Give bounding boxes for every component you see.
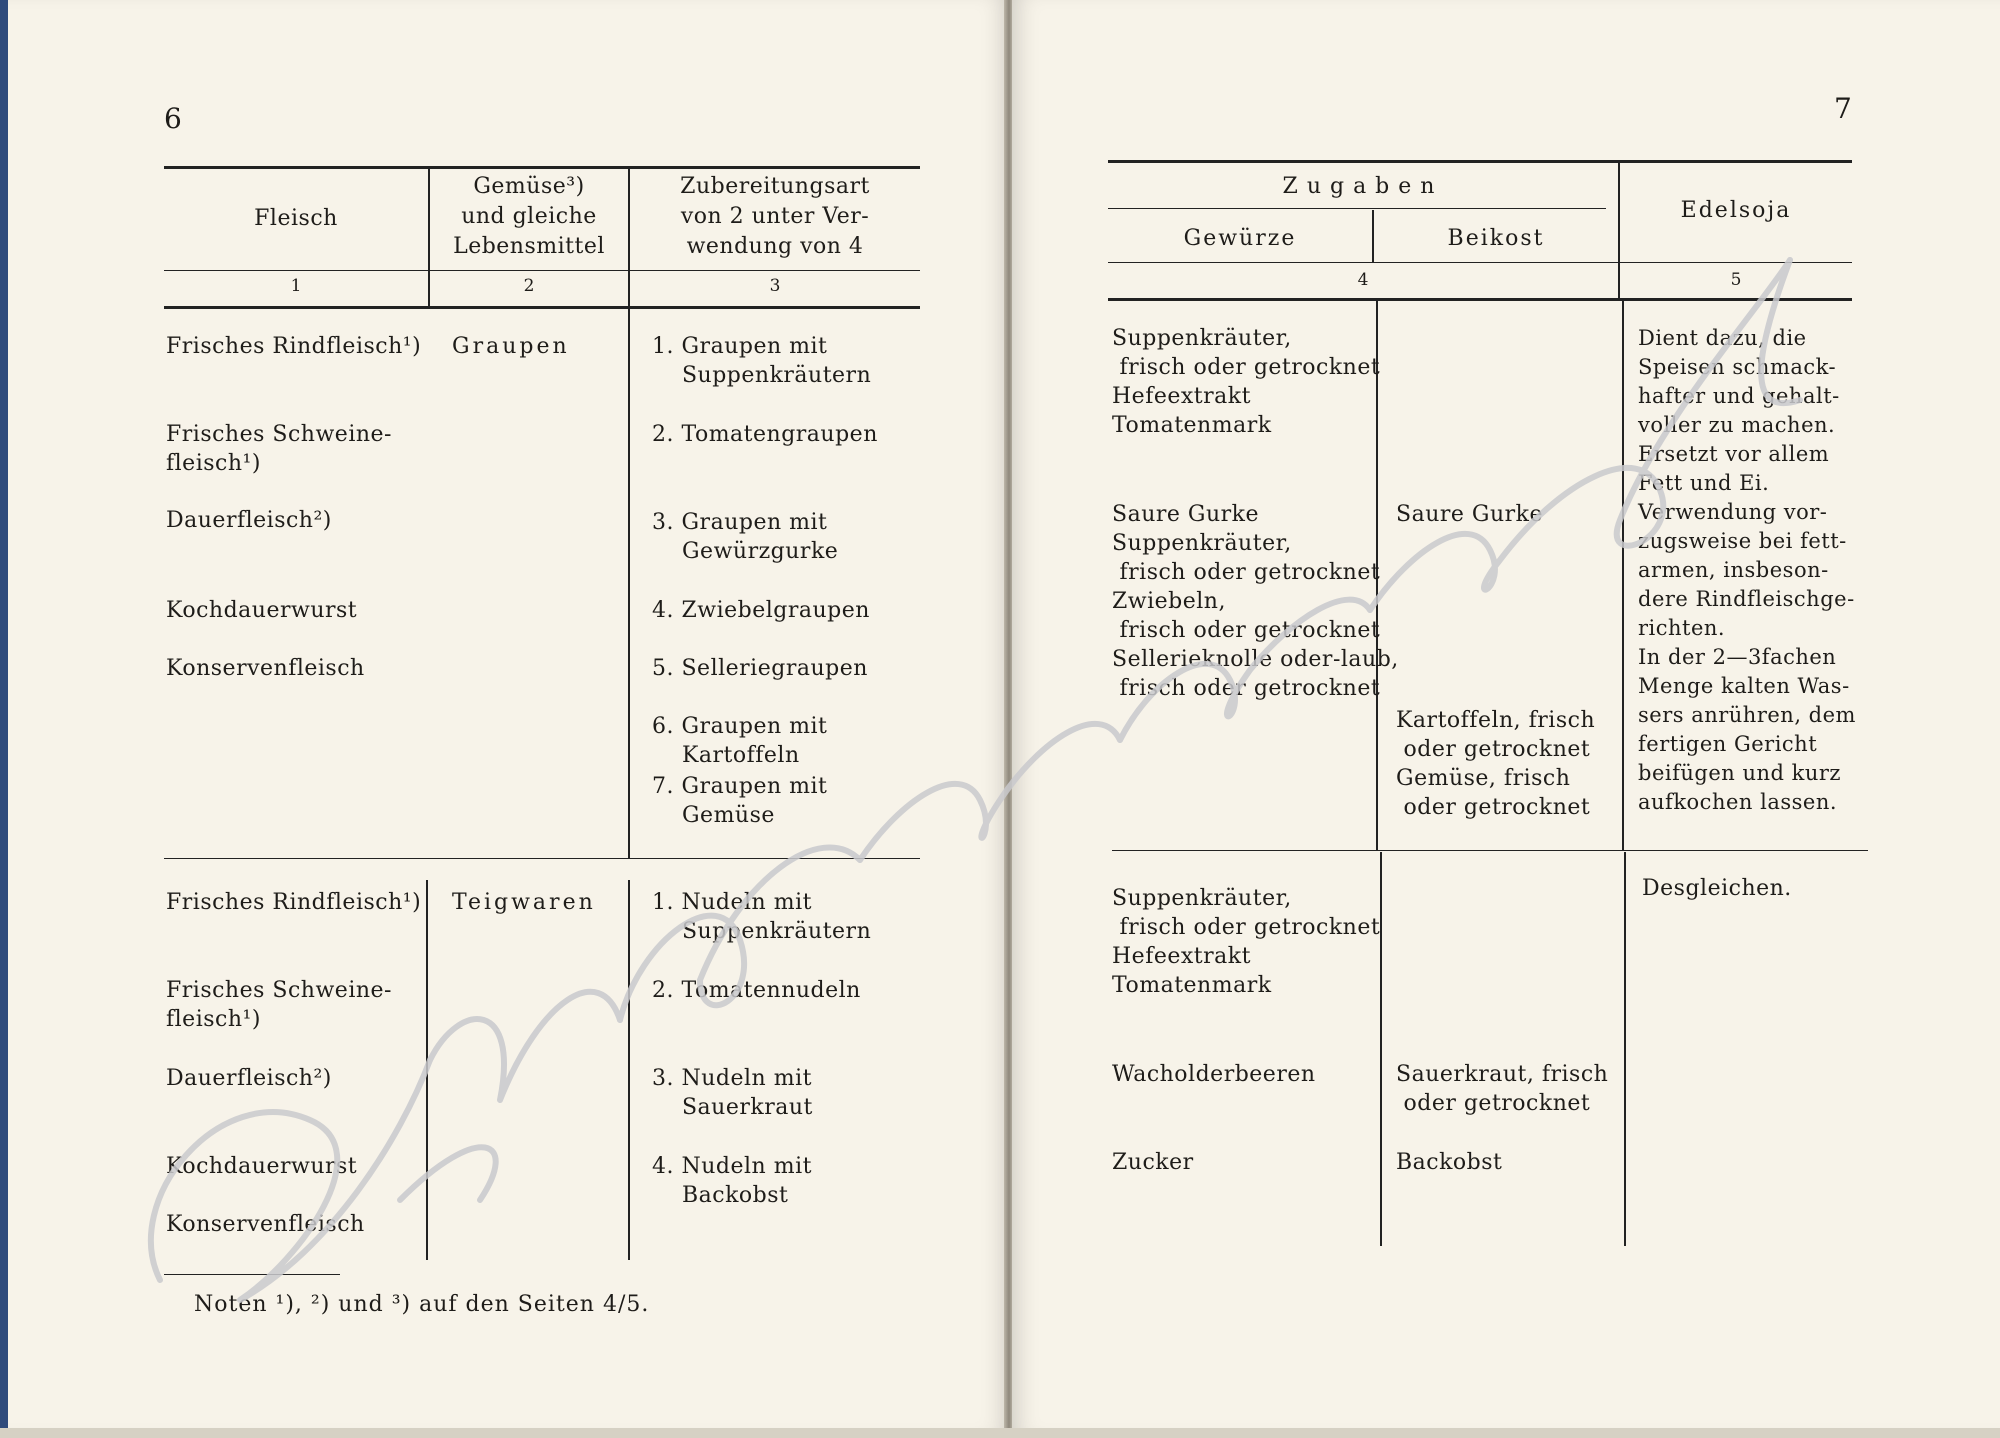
header-rule	[164, 270, 920, 271]
page-number-right: 7	[1834, 92, 1852, 125]
body-divider-b	[1622, 301, 1624, 851]
group-separator-rule	[164, 858, 920, 859]
body-divider-g2b	[628, 880, 630, 1260]
gewuerze-entry: Suppenkräuter, frisch oder getrocknet Hefeextrakt Tomatenmark	[1112, 886, 1381, 998]
method-item: 1. Graupen mit Suppenkräutern	[652, 334, 872, 388]
method-item: 1. Nudeln mit Suppenkräutern	[652, 890, 872, 944]
method-item: 4. Nudeln mit Backobst	[652, 1154, 812, 1208]
gewuerze-entry: Wacholderbeeren	[1112, 1062, 1316, 1087]
meat-item: Frisches Rindfleisch¹)	[166, 334, 422, 359]
method-item: 2. Tomatennudeln	[652, 978, 861, 1003]
book-cover-edge	[0, 0, 8, 1438]
gewuerze-entry: Zucker	[1112, 1150, 1194, 1175]
gewuerze-entry: Suppenkräuter, frisch oder getrocknet Hefeextrakt Tomatenmark	[1112, 326, 1381, 438]
header-zugaben: Zugaben	[1282, 174, 1444, 199]
beikost-entry: Kartoffeln, frisch oder getrocknet Gemüse, frisch oder getrocknet	[1396, 708, 1596, 820]
body-divider-d	[1624, 852, 1626, 1246]
left-page	[8, 0, 1008, 1432]
page-bottom-edge	[0, 1428, 2000, 1438]
meat-item: Frisches Schweine- fleisch¹)	[166, 422, 392, 476]
header-edelsoja: Edelsoja	[1680, 198, 1792, 223]
column-number-1: 1	[290, 276, 302, 296]
meat-item: Konservenfleisch	[166, 656, 365, 681]
edelsoja-entry: Desgleichen.	[1642, 876, 1792, 901]
header-gemuese: Gemüse³) und gleiche Lebensmittel	[453, 174, 605, 259]
column-number-4: 4	[1357, 270, 1369, 290]
footnote-rule	[164, 1274, 340, 1275]
meat-item: Dauerfleisch²)	[166, 508, 332, 533]
meat-item: Frisches Rindfleisch¹)	[166, 890, 422, 915]
header-beikost: Beikost	[1447, 226, 1545, 251]
beikost-entry: Sauerkraut, frisch oder getrocknet	[1396, 1062, 1609, 1116]
header-gewuerze: Gewürze	[1183, 226, 1297, 251]
table-top-rule	[1108, 160, 1852, 163]
beikost-entry: Saure Gurke	[1396, 502, 1543, 527]
body-divider-c	[1380, 852, 1382, 1246]
meat-item: Konservenfleisch	[166, 1212, 365, 1237]
meat-item: Frisches Schweine- fleisch¹)	[166, 978, 392, 1032]
column-number-5: 5	[1730, 270, 1742, 290]
method-item: 5. Selleriegraupen	[652, 656, 868, 681]
body-divider-g2a	[426, 880, 428, 1260]
method-item: 7. Graupen mit Gemüse	[652, 774, 828, 828]
header-rule	[1108, 262, 1852, 263]
body-divider-g1	[628, 309, 630, 859]
meat-item: Kochdauerwurst	[166, 1154, 358, 1179]
meat-item: Kochdauerwurst	[166, 598, 358, 623]
colnum-rule	[1108, 298, 1852, 301]
meat-item: Dauerfleisch²)	[166, 1066, 332, 1091]
colnum-rule	[164, 306, 920, 309]
page-number-left: 6	[164, 102, 182, 135]
column-number-2: 2	[523, 276, 535, 296]
method-item: 3. Nudeln mit Sauerkraut	[652, 1066, 813, 1120]
column-number-3: 3	[769, 276, 781, 296]
method-item: 3. Graupen mit Gewürzgurke	[652, 510, 839, 564]
group-separator-rule	[1112, 850, 1868, 851]
zugaben-rule	[1108, 208, 1606, 209]
method-item: 2. Tomatengraupen	[652, 422, 878, 447]
vegetable-graupen: Graupen	[452, 334, 570, 359]
header-zubereitung: Zubereitungsart von 2 unter Ver- wendung von 4	[680, 174, 870, 259]
method-item: 4. Zwiebelgraupen	[652, 598, 870, 623]
table-top-rule	[164, 166, 920, 169]
vegetable-teigwaren: Teigwaren	[452, 890, 596, 915]
gewuerze-entry: Saure Gurke Suppenkräuter, frisch oder getrocknet Zwiebeln, frisch oder getrocknet Sellerieknolle oder-laub, frisch oder getrocknet	[1112, 502, 1399, 701]
beikost-entry: Backobst	[1396, 1150, 1503, 1175]
right-page	[1012, 0, 2000, 1432]
header-fleisch: Fleisch	[254, 206, 338, 231]
edelsoja-entry: Dient dazu, die Speisen schmack- hafter und gehalt- voller zu machen. Ersetzt vor allem Fett und Ei. Verwendung vor- zugsweise bei fett- armen, insbeson- dere Rindfleischge- richten. In der 2—3fachen Menge kalten Was- sers anrühren, dem fertigen Gericht beifügen und kurz aufkochen lassen.	[1638, 326, 1856, 814]
method-item: 6. Graupen mit Kartoffeln	[652, 714, 828, 768]
footnote: Noten ¹), ²) und ³) auf den Seiten 4/5.	[194, 1292, 650, 1317]
